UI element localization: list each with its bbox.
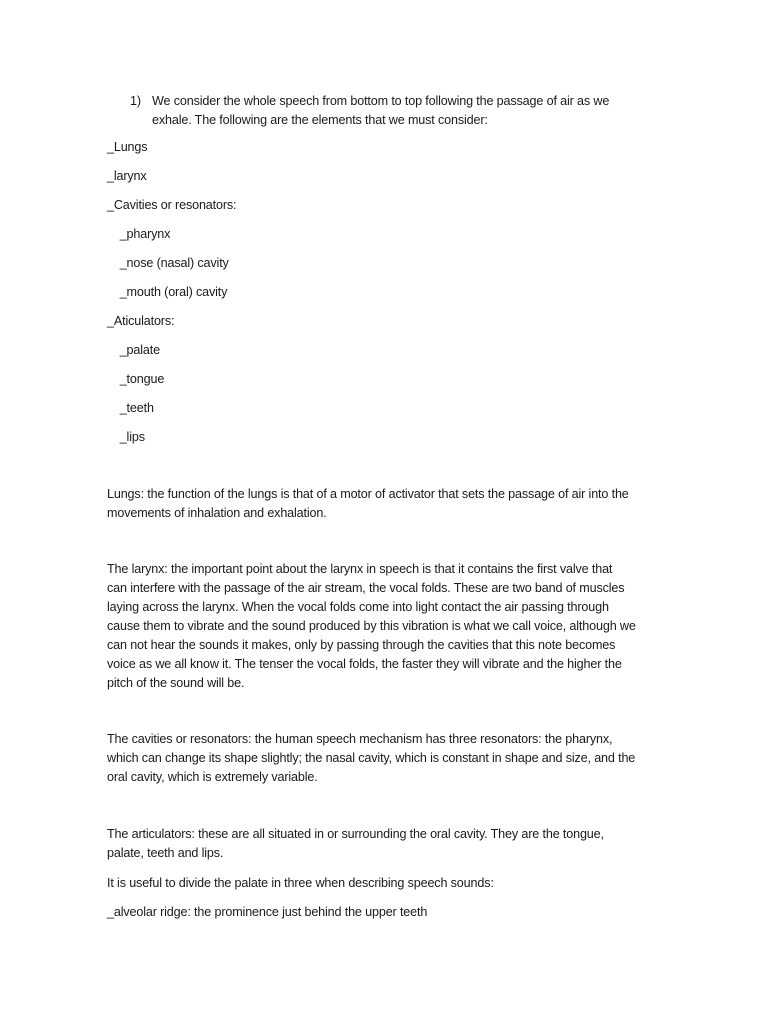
text-line: can interfere with the passage of the air stream, the vocal folds. These are two band of muscles [107, 581, 625, 595]
larynx-paragraph [107, 560, 667, 693]
articulators-paragraph [107, 825, 667, 863]
text-line: voice as we all know it. The tenser the vocal folds, the faster they will vibrate and the higher the [107, 657, 622, 671]
text-line: cause them to vibrate and the sound produced by this vibration is what we call voice, although we [107, 619, 636, 633]
text-line: The cavities or resonators: the human speech mechanism has three resonators: the pharynx, [107, 732, 613, 746]
list-item: _lips [113, 430, 145, 444]
palate-paragraph [107, 874, 667, 893]
text-line: can not hear the sounds it makes, only by passing through the cavities that this note becomes [107, 638, 616, 652]
list-item: _Lungs [107, 140, 148, 154]
text-line: which can change its shape slightly; the nasal cavity, which is constant in shape and size, and the [107, 751, 636, 765]
list-item: _Cavities or resonators: [107, 198, 237, 212]
text-line: oral cavity, which is extremely variable. [107, 770, 318, 784]
cavities-paragraph [107, 730, 667, 787]
text-line: The larynx: the important point about the larynx in speech is that it contains the first valve that [107, 562, 613, 576]
list-item: _pharynx [113, 227, 171, 241]
list-number: 1) [130, 94, 141, 108]
text-line: It is useful to divide the palate in three when describing speech sounds: [107, 876, 494, 890]
text-line: movements of inhalation and exhalation. [107, 506, 327, 520]
list-item: _nose (nasal) cavity [113, 256, 229, 270]
list-item: _tongue [113, 372, 165, 386]
text-line: pitch of the sound will be. [107, 676, 245, 690]
text-line: palate, teeth and lips. [107, 846, 224, 860]
text-line: exhale. The following are the elements that we must consider: [152, 113, 488, 127]
text-line: Lungs: the function of the lungs is that of a motor of activator that sets the passage of air into the [107, 487, 629, 501]
lungs-paragraph [107, 485, 667, 523]
text-line: The articulators: these are all situated in or surrounding the oral cavity. They are the tongue, [107, 827, 604, 841]
list-item: _palate [113, 343, 160, 357]
list-item: _Aticulators: [107, 314, 175, 328]
text-line: We consider the whole speech from bottom to top following the passage of air as we [152, 94, 610, 108]
list-item: _larynx [107, 169, 147, 183]
text-line: laying across the larynx. When the vocal folds come into light contact the air passing through [107, 600, 609, 614]
intro-paragraph [152, 92, 652, 130]
alveolar-item [107, 903, 667, 922]
list-item: _mouth (oral) cavity [113, 285, 228, 299]
text-line: _alveolar ridge: the prominence just behind the upper teeth [107, 905, 428, 919]
list-item: _teeth [113, 401, 154, 415]
